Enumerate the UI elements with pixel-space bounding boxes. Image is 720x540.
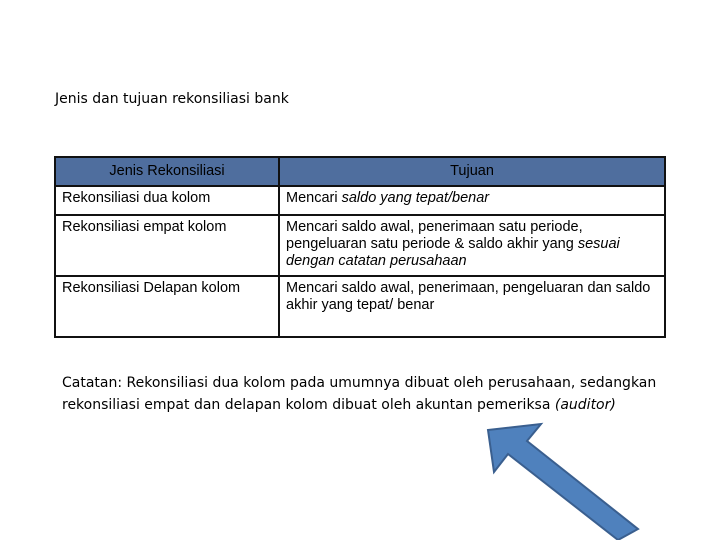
note-auditor: (auditor) [554, 397, 616, 413]
goal-italic: sesuai dengan catatan perusahaan [286, 236, 620, 269]
header-tujuan: Tujuan [279, 157, 665, 186]
goal-italic: saldo yang tepat/benar [341, 190, 490, 206]
goal-plain: Mencari saldo awal, penerimaan satu periode, pengeluaran satu periode & saldo akhir yang [286, 219, 583, 252]
header-jenis: Jenis Rekonsiliasi [55, 157, 279, 186]
page-title: Jenis dan tujuan rekonsiliasi bank [55, 91, 289, 107]
goal-plain: Mencari saldo awal, penerimaan, pengeluaran dan saldo akhir yang tepat/ benar [286, 280, 651, 313]
goal-plain: Mencari [286, 190, 342, 206]
cell-type: Rekonsiliasi empat kolom [55, 215, 279, 276]
note-body: Catatan: Rekonsiliasi dua kolom pada umumnya dibuat oleh perusahaan, sedangkan rekonsiliasi empat dan delapan kolom dibuat oleh akuntan pemeriksa [62, 375, 657, 413]
cell-type: Rekonsiliasi Delapan kolom [55, 276, 279, 337]
arrow-shape [488, 424, 638, 540]
cell-type: Rekonsiliasi dua kolom [55, 186, 279, 215]
